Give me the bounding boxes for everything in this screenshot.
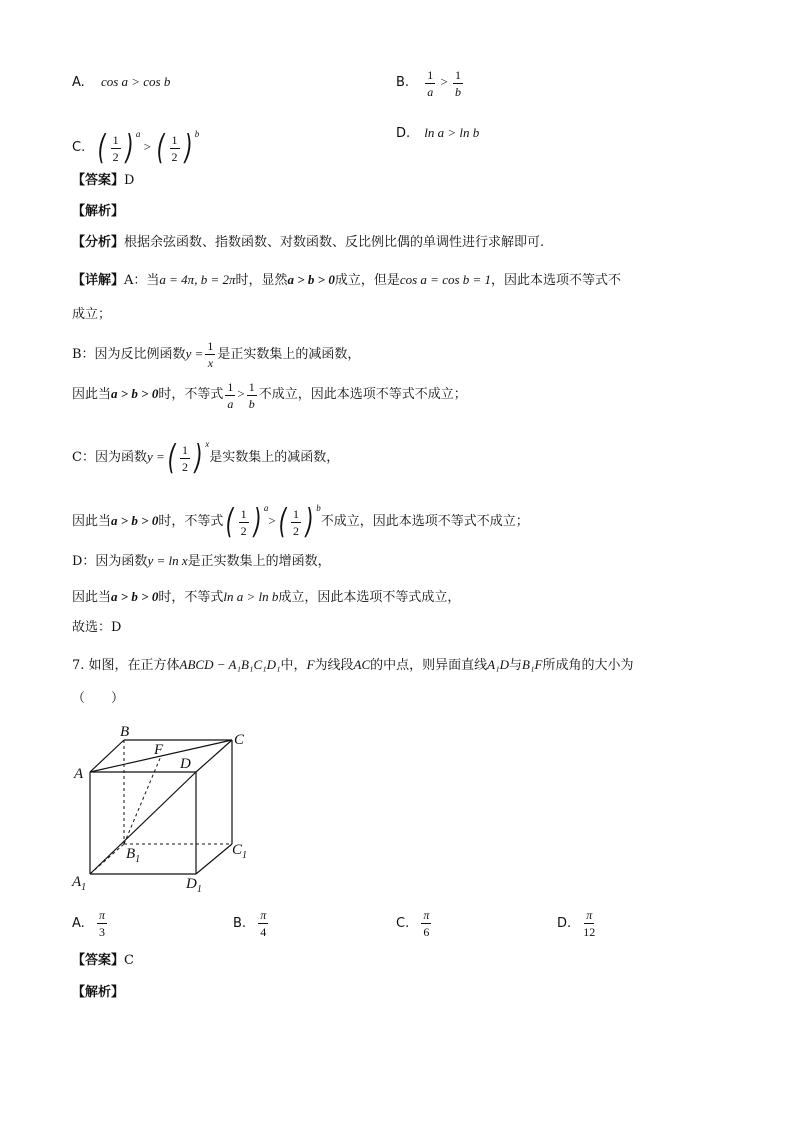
label-b1: $B_1$ [126,846,141,865]
label-a1: $A_1$ [72,874,87,893]
answer-tag: 【答案】 [72,173,125,188]
q7-option-b: B. $\frac{\pi}{4}$ [233,908,267,939]
analysis-tag: 【解析】 [72,204,125,219]
q7-paren: （ ） [72,691,125,706]
label-c1: $C_1$ [232,842,248,861]
segment-a1d [90,772,196,874]
label-d1: $D_1$ [186,876,202,894]
edge-ab [90,740,124,772]
label-d: D [180,756,191,772]
q7-answer-line: 【答案】C [72,953,134,968]
q7-analysis-tag: 【解析】 [72,985,125,1000]
label-f: F [154,742,164,758]
option-a-expression: cos a > cos b [100,74,171,89]
detail-line-c2: 因此当a > b > 0时，不等式 ( $\frac{1}{2}$ ) $^a$> ( $\frac{1}{2}$ ) $^b$不成立，因此本选项不等式不成立； [72,502,529,543]
edge-d1c1 [196,844,232,874]
segment-b1f [124,756,161,844]
answer-value: D [124,173,135,188]
option-label: B. [396,75,410,90]
label-a: A [74,766,84,782]
q6-option-c: C. ( $\frac{1}{2}$ ) $^a$ > ( $\frac{1}{2}$ ) $^b$ [72,128,200,169]
label-c: C [234,732,245,748]
detail-line-a2: 成立； [72,307,112,322]
edge-cd [196,740,232,772]
detail-line-d2: 因此当a > b > 0时，不等式ln a > ln b成立，因此本选项不等式成立， [72,589,461,605]
fraction: $\frac{1}{b}$ [455,67,462,99]
option-d-expression: ln a > ln b [424,125,480,140]
q6-option-b: B. $\frac{1}{a}$ > $\frac{1}{b}$ [396,67,462,99]
detail-line-b2: 因此当a > b > 0时，不等式 $\frac{1}{a}$ > $\frac{1}{b}$ 不成立，因此本选项不等式不成立； [72,379,467,411]
fenxi-line: 【分析】根据余弦函数、指数函数、对数函数、反比例比偶的单调性进行求解即可. [72,235,545,250]
q7-option-d: D. $\frac{\pi}{12}$ [557,908,596,939]
cube-figure [66,724,266,894]
q6-option-d [396,124,479,143]
answer-line [72,172,134,190]
q7-stem: 7. 如图，在正方体ABCD − A₁B₁C₁D₁中，F为线段AC的中点，则异面直线A₁D与B₁F所成角的大小为 [72,657,634,673]
detail-line-a1: 【详解】A：当a = 4π, b = 2π时，显然a > b > 0成立，但是cos a = cos b = 1，因此本选项不等式不 [72,272,622,288]
option-label: A. [72,75,85,90]
q7-option-a: A. $\frac{\pi}{3}$ [72,908,105,939]
q6-option-a [72,73,170,92]
detail-line-c1: C：因为函数y = ( $\frac{1}{2}$ ) $^x$是实数集上的减函数， [72,438,340,479]
conclusion-line: 故选：D [72,620,122,635]
label-b: B [120,724,130,740]
option-label: D. [396,126,411,141]
detail-line-b1: B：因为反比例函数y = $\frac{1}{x}$ 是正实数集上的减函数， [72,339,361,370]
option-label: C. [72,140,86,155]
detail-line-d1: D：因为函数y = ln x是正实数集上的增函数， [72,553,331,569]
fraction: $\frac{1}{a}$ [427,67,434,99]
hidden-edge-a1b1 [90,844,124,874]
q7-option-c: C. $\frac{\pi}{6}$ [396,908,430,939]
